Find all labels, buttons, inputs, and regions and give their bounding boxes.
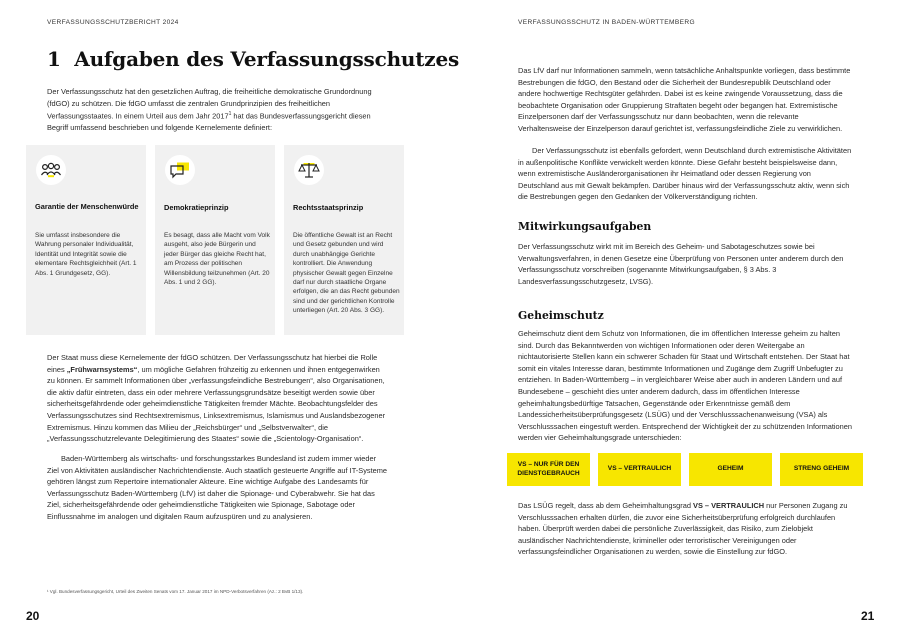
speech-bubbles-icon [165, 155, 195, 185]
paragraph-aussenpolitik: Der Verfassungsschutz ist ebenfalls gefordert, wenn Deutschland durch extremistische Aktivitäten in außenpolitische Konflikte verwickelt werden könnte. Diese Gefahr besteht beispielsweise dann, wenn extremistische Ausländerorganisationen ihr Heimatland oder dessen Regierung von Deutschland aus mit Gewalt bekämpfen. Darüber hinaus wird der Verfassungsschutz aktiv, wenn sich die Bestrebungen gegen den Gedanken der Völkerverständigung richten. [518, 146, 852, 202]
page-number-right: 21 [861, 609, 875, 623]
final-text-end: nur Personen Zugang zu Verschlusssachen erhalten dürfen, die zuvor eine Sicherheitsüberprüfung erfolgreich durchlaufen haben. Überprüft werden dabei die persönliche Zuverlässigkeit, das Risiko, zum Zielobjekt ausländischer Nachrichtendienste, krimineller oder terroristischer Vereinigungen oder verfassungsfeindlicher Organisationen zu werden, sowie die Einstellung zur fdGO. [518, 501, 848, 557]
intro-text-end: hat das Bundesverfassungsgericht diesen Begriff umfassend beschrieben und folgende Kernelemente definiert: [47, 111, 371, 133]
intro-text: Der Verfassungsschutz hat den gesetzlichen Auftrag, die freiheitliche demokratische Grundordnung (fdGO) zu schützen. Die fdGO umfasst die zentralen Grundprinzipien des freiheitlichen Verfassungsstaates. In einem Urteil aus dem Jahr 2017 [47, 87, 372, 121]
chapter-number: 1 [47, 47, 61, 71]
scales-icon [294, 155, 324, 185]
grade-badge-vs-vertraulich: VS – VERTRAULICH [598, 453, 681, 486]
running-head-right: VERFASSUNGSSCHUTZ IN BADEN-WÜRTTEMBERG [518, 19, 695, 26]
final-bold: VS – VERTRAULICH [693, 501, 765, 510]
paragraph-lsueg [518, 500, 854, 558]
para2-text-end: , um mögliche Gefahren frühzeitig zu erkennen und ihnen entgegenwirken zu können. Er sammelt Informationen über „verfassungsfeindliche Bestrebungen“, also Organisationen, die aktiv dafür eintreten, dass ein oder mehrere Verfassungsgrundsätze beseitigt werden sowie über sicherheitsgefährdende oder geheimdienstliche Tätigkeiten fremder Mächte. Beobachtungsfelder des Verfassungsschutzes sind Rechtsextremismus, Linksextremismus, Islamismus und Auslandsbezogener Extremismus. Hinzu kommen das Milieu der „Reichsbürger“ und „Selbstverwalter“, die „Verfassungsschutzrelevante Delegitimierung des Staates“ sowie die „Scientology-Organisation“. [47, 364, 386, 444]
para2-text: Der Staat muss diese Kernelemente der fdGO schützen. Der Verfassungsschutz hat hierbei die Rolle eines [47, 353, 378, 374]
card-body: Es besagt, dass alle Macht vom Volk ausgeht, also jede Bürgerin und jeder Bürger das gleiche Recht hat, am Prozess der politischen Willensbildung teilzunehmen (Art. 20 Abs. 1 und 2 GG). [164, 232, 270, 287]
people-group-icon [36, 155, 66, 185]
grade-badge-geheim: GEHEIM [689, 453, 772, 486]
para2-bold: „Frühwarnsystems“ [66, 364, 138, 374]
paragraph-baden-wuerttemberg: Baden-Württemberg als wirtschafts- und forschungsstarkes Bundesland ist zudem immer wieder Ziel von Aktivitäten ausländischer Nachrichtendienste. Auch staatlich gesteuerte Angriffe auf IT-Systeme gehören längst zum Repertoire internationaler Akteure. Eine wichtige Aufgabe des Landesamts für Verfassungsschutz Baden-Württemberg (LfV) ist daher die Spionage- und Cyberabwehr. Sie hat das Ziel, sicherheitsgefährdende oder geheimdienstliche Tätigkeiten wie Spionage, Sabotage oder Einflussnahme im analogen und digitalen Raum aufzuspüren und zu analysieren. [47, 454, 388, 521]
paragraph-fruehwarnsystem [47, 352, 389, 445]
running-head-left: VERFASSUNGSSCHUTZBERICHT 2024 [47, 19, 179, 26]
chapter-title [47, 47, 459, 71]
chapter-title-text: Aufgaben des Verfassungsschutzes [74, 47, 460, 71]
grade-badge-streng-geheim: STRENG GEHEIM [780, 453, 863, 486]
card-demokratieprinzip [155, 145, 275, 335]
paragraph-geheimschutz: Geheimschutz dient dem Schutz von Informationen, die im öffentlichen Interesse geheim zu halten sind. Durch das Bekanntwerden von wichtigen Informationen oder deren Weitergabe an nichtautorisierte Stellen kann ein schwerer Schaden für Staat und Wirtschaft entstehen. Der Staat hat somit ein vitales Interesse daran, bestimmte Informationen und Zugänge dem Zugriff Unbefugter zu entziehen. In Baden-Württemberg – in vergleichbarer Weise aber auch in anderen Ländern und auf Bundesebene – geschieht dies unter anderem dadurch, dass im öffentlichen Interesse geheimhaltungsbedürftige Tatsachen, Gegenstände oder Erkenntnisse gemäß dem Landessicherheitsüberprüfungsgesetz (LSÜG) und der Verschlusssachenanweisung (VSA) als Verschlusssachen eingestuft werden. Entsprechend der Wichtigkeit der zu schützenden Informationen werden vier Geheimhaltungsgrade unterschieden: [518, 329, 852, 443]
grade-badge-vs-nfd: VS – NUR FÜR DEN DIENSTGEBRAUCH [507, 453, 590, 486]
paragraph-mitwirkungsaufgaben: Der Verfassungsschutz wirkt mit im Bereich des Geheim- und Sabotageschutzes sowie bei Verwaltungsverfahren, in denen Gesetze eine Überprüfung von Personen unter anderem durch den Verfassungsschutz vorschreiben (sogenannte Mitwirkungsaufgaben, § 3 Abs. 3 Landesverfassungsschutzgesetz, LVSG). [518, 242, 844, 286]
footnote: ¹ Vgl. Bundesverfassungsgericht, Urteil des Zweiten Senats vom 17. Januar 2017 im NPD-Verbotsverfahren (Az.: 2 BvB 1/13). [47, 589, 304, 594]
card-title: Rechtsstaatsprinzip [293, 203, 364, 212]
footnote-marker: 1 [228, 111, 232, 118]
card-menschenwuerde [26, 145, 146, 335]
card-title: Demokratieprinzip [164, 203, 229, 212]
intro-paragraph [47, 86, 389, 134]
heading-mitwirkungsaufgaben: Mitwirkungsaufgaben [518, 220, 652, 233]
card-rechtsstaatsprinzip [284, 145, 404, 335]
card-title: Garantie der Menschenwürde [35, 202, 139, 211]
card-body: Sie umfasst insbesondere die Wahrung personaler Individualität, Identität und Integrität sowie die elementare Rechtsgleichheit (Art. 1 Abs. 1 Grundgesetz, GG). [35, 232, 137, 277]
heading-geheimschutz: Geheimschutz [518, 309, 604, 322]
final-text: Das LSÜG regelt, dass ab dem Geheimhaltungsgrad [518, 501, 694, 510]
paragraph-lfv-informationen: Das LfV darf nur Informationen sammeln, wenn tatsächliche Anhaltspunkte vorliegen, dass bestimmte Bestrebungen die fdGO, den Bestand oder die Sicherheit der Bundesrepublik Deutschland oder andere hochwertige Rechtsgüter gefährden. Dabei ist es keine zwingende Voraussetzung, dass die beobachtete Organisation oder Gruppierung Straftaten begeht oder begangen hat. Extremistische Einzelpersonen darf der Verfassungsschutz nur dann beobachten, wenn die relevante Verhaltensweise der Einzelperson darauf gerichtet ist, verfassungsfeindliche Ziele zu verwirklichen. [518, 66, 851, 133]
card-body: Die öffentliche Gewalt ist an Recht und Gesetz gebunden und wird durch unabhängige Gerichte kontrolliert. Die Anwendung physischer Gewalt gegen Einzelne darf nur durch staatliche Organe erfolgen, die an das Recht gebunden sind und der gerichtlichen Kontrolle unterliegen (Art. 20 Abs. 3 GG). [293, 232, 400, 315]
page-number-left: 20 [26, 609, 40, 623]
